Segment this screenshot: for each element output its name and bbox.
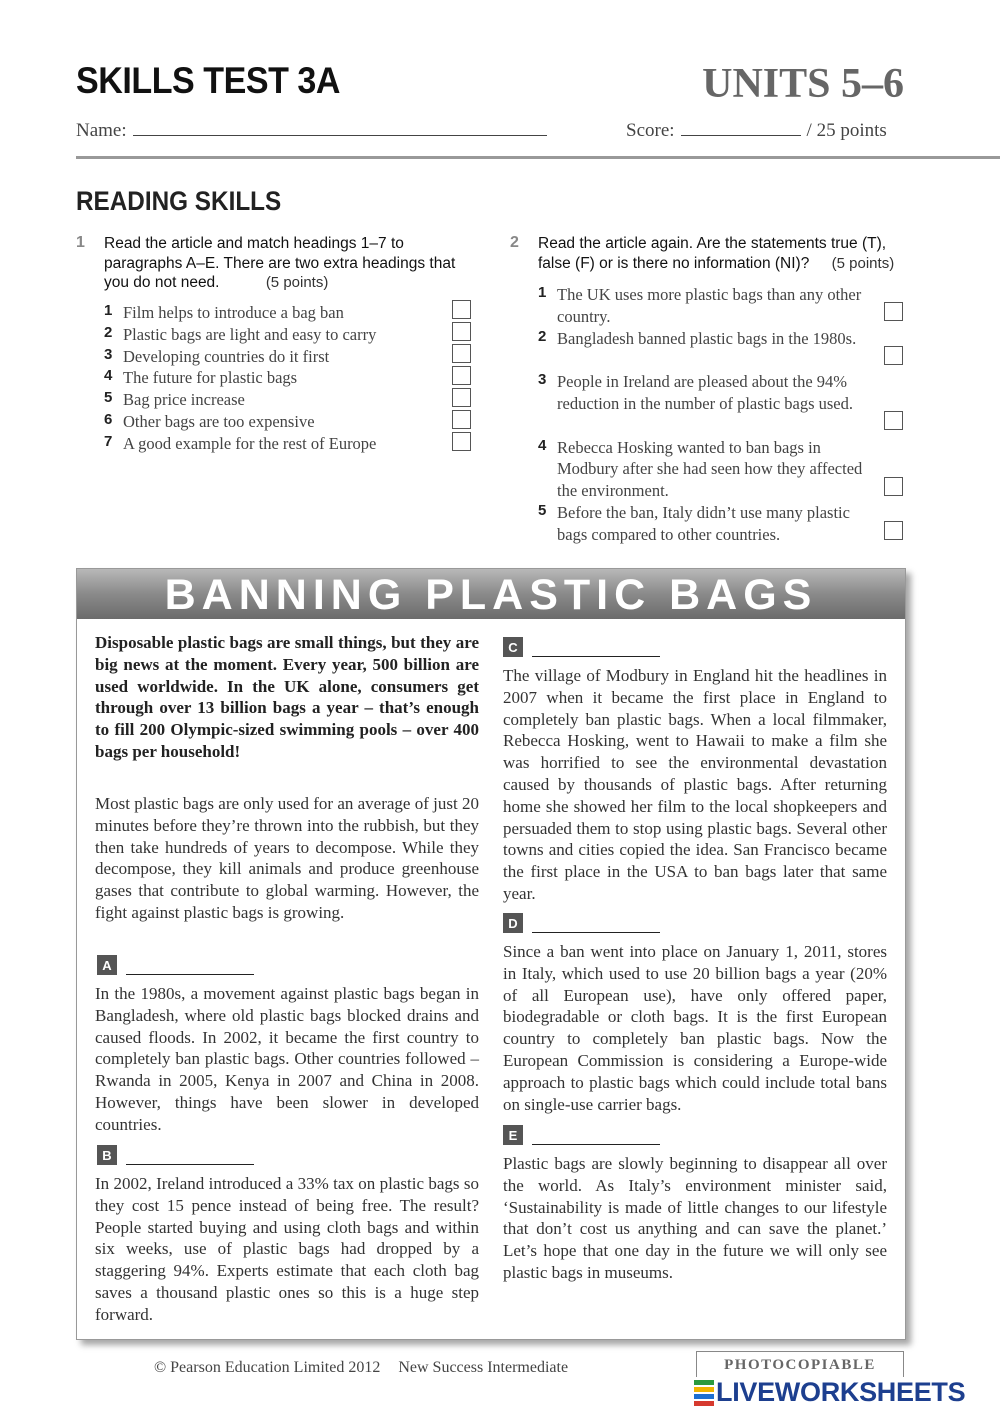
copyright-text: © Pearson Education Limited 2012 (154, 1359, 381, 1376)
exercise-2 (510, 234, 910, 554)
heading-answer-line[interactable] (532, 1144, 660, 1145)
item-text: Before the ban, Italy didn’t use many plastic bags compared to other countries. (557, 503, 850, 544)
answer-box[interactable] (452, 388, 471, 407)
paragraph-b (95, 1173, 479, 1326)
exercise-instruction (538, 234, 900, 273)
score-label: Score: (626, 120, 675, 141)
test-title: SKILLS TEST 3A (76, 60, 341, 101)
answer-box[interactable] (452, 410, 471, 429)
photocopiable-badge: PHOTOCOPIABLE (696, 1351, 904, 1381)
answer-box[interactable] (884, 411, 903, 430)
instruction-text: Read the article and match headings 1–7 to paragraphs A–E. There are two extra headings that you do not need. (104, 235, 456, 291)
paragraph-heading-e (503, 1125, 660, 1145)
paragraph-text: The village of Modbury in England hit the headlines in 2007 when it became the first place in England to completely ban plastic bags. When a local filmmaker, Rebecca Hosking, went to Hawaii to make a film she was horrified to see the environmental devastation caused by thousands of plastic bags. After returning home she showed her film to the local shopkeepers and persuaded them to stop using plastic bags. Several other towns and cities copied the idea. San Francisco became the first place in the USA to ban bags later that same year. (503, 666, 887, 903)
paragraph-letter: D (503, 913, 523, 933)
score-row (626, 118, 887, 142)
item-number: 3 (538, 371, 547, 389)
article-intro-block (95, 793, 479, 924)
paragraph-text: In 2002, Ireland introduced a 33% tax on plastic bags so they cost 15 pence instead of being free. The result? People started buying and using cloth bags and within six weeks, use of plastic bags had dropped by a staggering 94%. Experts estimate that each cloth bag saves a thousand plastic ones so this is a huge step forward. (95, 1174, 479, 1324)
heading-answer-line[interactable] (532, 656, 660, 657)
paragraph-text: Since a ban went into place on January 1, 2011, stores in Italy, which used to use 20 billion bags a year (20% of all European use), have only offered paper, biodegradable or cloth bags. It is the first European country to completely ban plastic bags. Now the European Commission is considering a Europe-wide approach to plastic bags which could include total bans on single-use carrier bags. (503, 942, 887, 1114)
paragraph-letter: E (503, 1125, 523, 1145)
item-text: Bag price increase (123, 390, 245, 410)
answer-box[interactable] (452, 322, 471, 341)
paragraph-letter: B (97, 1145, 117, 1165)
section-title: READING SKILLS (76, 186, 282, 216)
liveworksheets-icon (694, 1380, 714, 1406)
exercise-instruction (104, 234, 460, 293)
paragraph-letter: A (97, 955, 117, 975)
item-number: 5 (538, 502, 547, 519)
paragraph-heading-c (503, 637, 660, 657)
item-number: 2 (538, 327, 547, 345)
paragraph-d (503, 941, 887, 1115)
paragraph-e (503, 1153, 887, 1284)
answer-box[interactable] (452, 300, 471, 319)
item-number: 1 (104, 302, 113, 319)
instruction-text: Read the article again. Are the statements true (T), false (F) or is there no information (NI)? (538, 235, 887, 272)
item-number: 2 (104, 323, 113, 341)
units-title: UNITS 5–6 (702, 61, 904, 107)
item-text: The UK uses more plastic bags than any other country. (557, 285, 862, 326)
paragraph-text: In the 1980s, a movement against plastic bags began in Bangladesh, where old plastic bags blocked drains and caused floods. In 2002, it became the first country to completely ban plastic bags. Other countries followed – Rwanda in 2005, Kenya in 2007 and China in 2008. However, things have been slower in developed countries. (95, 984, 479, 1134)
paragraph-heading-d (503, 913, 660, 933)
item-number: 5 (104, 389, 113, 407)
item-text: Film helps to introduce a bag ban (123, 303, 344, 322)
item-text: The future for plastic bags (123, 368, 298, 388)
answer-box[interactable] (884, 477, 903, 496)
answer-box[interactable] (452, 344, 471, 363)
liveworksheets-brand: LIVEWORKSHEETS (716, 1377, 966, 1407)
footer-copyright (154, 1359, 568, 1377)
points-label: (5 points) (265, 274, 329, 291)
article-intro: Most plastic bags are only used for an average of just 20 minutes before they’re thrown into the rubbish, but they then take hundreds of years to decompose. While they decompose, they kill animals and produce greenhouse gases that contribute to global warming. However, the fight against plastic bags is growing. (95, 794, 479, 922)
name-field[interactable] (133, 118, 547, 136)
paragraph-letter: C (503, 637, 523, 657)
answer-box[interactable] (452, 432, 471, 451)
paragraph-heading-b (97, 1145, 254, 1165)
exercise-number: 1 (76, 234, 85, 251)
points-label: (5 points) (831, 254, 895, 272)
item-text: Other bags are too expensive (123, 412, 315, 431)
item-number: 4 (538, 436, 547, 454)
article-box (76, 568, 906, 1340)
answer-box[interactable] (884, 302, 903, 321)
score-total: / 25 points (806, 120, 887, 141)
item-text: People in Ireland are pleased about the 94% reduction in the number of plastic bags used. (557, 372, 854, 413)
name-row (76, 118, 547, 142)
name-label: Name: (76, 120, 127, 141)
item-number: 6 (104, 411, 113, 428)
paragraph-heading-a (97, 955, 254, 975)
heading-answer-line[interactable] (532, 932, 660, 933)
heading-answer-line[interactable] (126, 974, 254, 975)
paragraph-a (95, 983, 479, 1136)
item-text: Plastic bags are light and easy to carry (123, 324, 377, 344)
item-number: 7 (104, 432, 113, 450)
header-divider (76, 156, 1000, 159)
item-text: Rebecca Hosking wanted to ban bags in Modbury after she had seen how they affected the environment. (557, 437, 863, 501)
answer-box[interactable] (452, 366, 471, 385)
paragraph-c (503, 665, 887, 905)
exercise-1 (76, 234, 476, 464)
article-left-column (95, 632, 479, 763)
exercise-number: 2 (510, 234, 519, 251)
item-number: 3 (104, 345, 113, 363)
answer-box[interactable] (884, 346, 903, 365)
item-number: 4 (104, 367, 113, 385)
answer-box[interactable] (884, 521, 903, 540)
item-text: Bangladesh banned plastic bags in the 1980s. (557, 328, 857, 348)
article-lead: Disposable plastic bags are small things, but they are big news at the moment. Every year, 500 billion are used worldwide. In the UK alone, consumers get through over 13 billion bags a year – that’s enough to fill 200 Olympic-sized swimming pools – over 400 bags per household! (95, 633, 479, 761)
article-banner (77, 569, 905, 619)
item-number: 1 (538, 284, 547, 301)
heading-answer-line[interactable] (126, 1164, 254, 1165)
book-title: New Success Intermediate (398, 1359, 569, 1376)
paragraph-text: Plastic bags are slowly beginning to disappear all over the world. As Italy’s environment minister said, ‘Sustainability is made of little changes to our lifestyle that don’t cost us anything and can save the planet.’ Let’s hope that one day in the future we will only see plastic bags in museums. (503, 1154, 887, 1282)
item-text: A good example for the rest of Europe (123, 433, 377, 453)
liveworksheets-logo[interactable] (694, 1377, 965, 1408)
item-text: Developing countries do it first (123, 346, 330, 366)
article-title: BANNING PLASTIC BAGS (164, 571, 818, 619)
score-field[interactable] (681, 118, 801, 136)
